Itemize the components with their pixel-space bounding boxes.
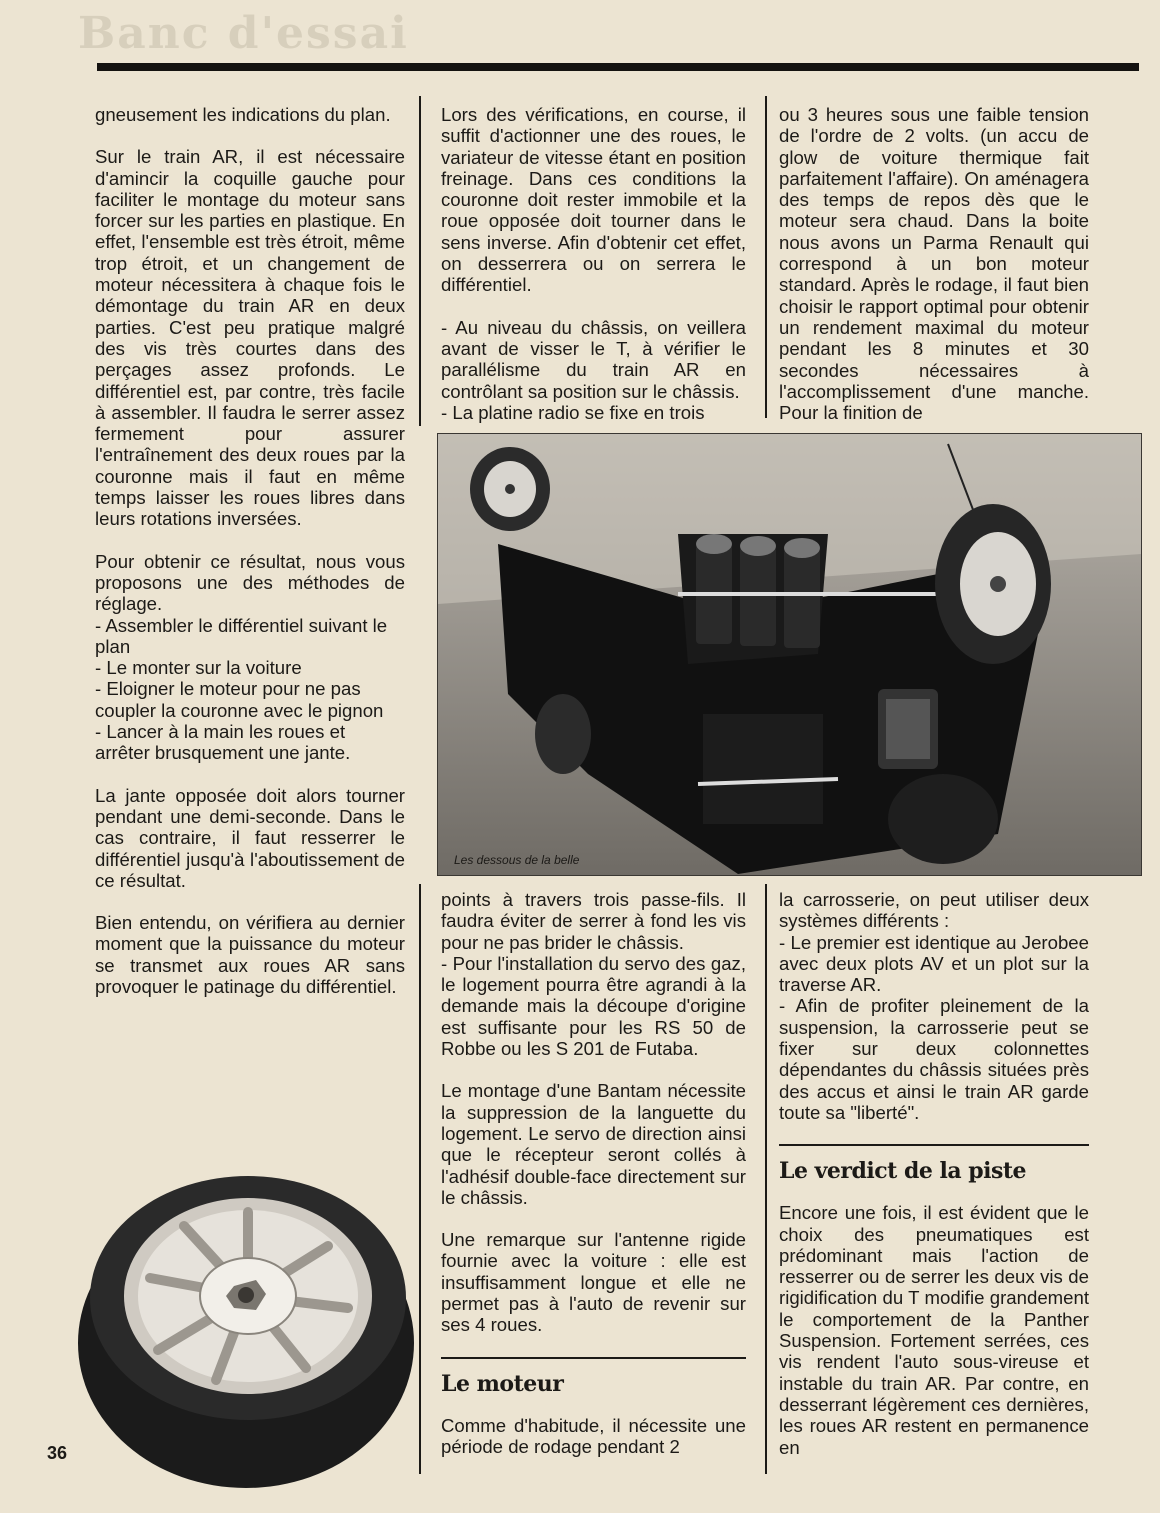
col1-paragraph-4: La jante opposée doit alors tourner pendant une demi-seconde. Dans le cas contraire, il faut resserrer le différentiel jusqu'à l'aboutissement de ce résultat. xyxy=(95,784,405,891)
photo-caption: Les dessous de la belle xyxy=(454,853,580,867)
section-heading-verdict: Le verdict de la piste xyxy=(779,1158,1027,1185)
col3-paragraph-1: ou 3 heures sous une faible tension de l'ordre de 2 volts. (un accu de glow de voiture thermique fait parfaitement l'affaire). On aménagera des temps de repos dès que le moteur sera chaud. Dans la boite nous avons un Parma Renault qui correspond à un bon moteur standard. Après le rodage, il faut bien choisir le rapport optimal pour obtenir un rendement maximal du moteur pendant les 8 minutes et 30 secondes nécessaires à l'accomplissement d'une manche. Pour la finition de xyxy=(779,104,1089,424)
col1-paragraph-2: Sur le train AR, il est nécessaire d'amincir la coquille gauche pour faciliter le montage du moteur sans forcer sur les parties en plastique. En effet, l'ensemble est très étroit, même trop étroit, et un changement de moteur nécessitera à chaque fois le démontage du train AR en deux parties. C'est peu pratique malgré des vis très courtes dans des perçages assez profonds. Le différentiel est, par contre, très facile à assembler. Il faudra le serrer assez fermement pour assurer l'entraînement des deux roues par la couronne mais il faut en même temps laisser les roues libres dans leurs rotations inversées. xyxy=(95,146,405,530)
section-rule-moteur xyxy=(441,1357,746,1359)
col2b-paragraph-1: points à travers trois passe-fils. Il faudra éviter de serrer à fond les vis pour ne pas brider le châssis. xyxy=(441,889,746,953)
col2b-paragraph-5: Comme d'habitude, il nécessite une période de rodage pendant 2 xyxy=(441,1414,746,1457)
chassis-illustration xyxy=(438,434,1141,875)
wheel-illustration xyxy=(66,1128,414,1488)
col2-paragraph-1: Lors des vérifications, en course, il suffit d'actionner une des roues, le variateur de vitesse étant en position freinage. Dans ces conditions la couronne doit rester immobile et la roue opposée doit tourner dans le sens inverse. Afin d'obtenir cet effet, on desserrera ou on serrera le différentiel. xyxy=(441,104,746,296)
top-rule xyxy=(97,63,1139,71)
col1-step-1: - Assembler le différentiel suivant le plan xyxy=(95,614,388,657)
column-rule-3 xyxy=(419,884,421,1474)
col3b-paragraph-1: la carrosserie, on peut utiliser deux systèmes différents : xyxy=(779,889,1089,932)
column-3-bottom xyxy=(779,889,1089,1458)
column-2-top xyxy=(441,104,746,423)
col3b-paragraph-4: Encore une fois, il est évident que le choix des pneumatiques est prédominant mais l'action de resserrer ou de serrer les deux vis de rigidification du T modifie grandement le comportement de la Panther Suspension. Fortement serrées, ces vis rendent l'auto sous-vireuse et instable du train AR. Par contre, en desserrant légèrement ces dernières, les roues AR restent en permanence en xyxy=(779,1202,1089,1458)
col2b-paragraph-4: Une remarque sur l'antenne rigide fournie avec la voiture : elle est insuffisamment longue et elle ne permet pas à l'auto de revenir sur ses 4 roues. xyxy=(441,1229,746,1336)
col1-step-3: - Eloigner le moteur pour ne pas coupler la couronne avec le pignon xyxy=(95,678,384,721)
col2b-paragraph-3: Le montage d'une Bantam nécessite la suppression de la languette du logement. Le servo de direction ainsi que le récepteur seront collés à l'adhésif double-face directement sur le châssis. xyxy=(441,1080,746,1208)
col3b-paragraph-3: - Afin de profiter pleinement de la suspension, la carrosserie peut se fixer sur deux colonnettes dépendantes du châssis situées près des accus et ainsi le train AR garde toute sa "liberté". xyxy=(779,995,1089,1123)
col1-paragraph-3: Pour obtenir ce résultat, nous vous proposons une des méthodes de réglage. xyxy=(95,550,405,615)
column-rule-2 xyxy=(765,96,767,418)
chassis-photo xyxy=(437,433,1142,876)
col1-paragraph-5: Bien entendu, on vérifiera au dernier moment que la puissance du moteur se transmet aux roues AR sans provoquer le patinage du différentiel. xyxy=(95,912,405,997)
col2-paragraph-3: - La platine radio se fixe en trois xyxy=(441,401,705,423)
column-3-top xyxy=(779,104,1089,423)
col1-step-2: - Le monter sur la voiture xyxy=(95,657,302,679)
section-header-ghost: Banc d'essai xyxy=(78,8,409,59)
col1-paragraph-1: gneusement les indications du plan. xyxy=(95,104,391,125)
col1-steps xyxy=(95,615,405,764)
column-2-bottom xyxy=(441,889,746,1457)
col3b-paragraph-2: - Le premier est identique au Jerobee avec deux plots AV et un plot sur la traverse AR. xyxy=(779,931,1089,996)
section-heading-moteur: Le moteur xyxy=(441,1370,564,1397)
col2-paragraph-2: - Au niveau du châssis, on veillera avant de visser le T, à vérifier le parallélisme du train AR en contrôlant sa position sur le châssis. xyxy=(441,316,746,402)
wheel-photo xyxy=(66,1128,414,1488)
column-1 xyxy=(95,104,405,1018)
page-number: 36 xyxy=(47,1443,68,1463)
col1-step-4: - Lancer à la main les roues et arrêter brusquement une jante. xyxy=(95,721,351,764)
col2b-paragraph-2: - Pour l'installation du servo des gaz, le logement pourra être agrandi à la demande mais la découpe d'origine est suffisante pour les RS 50 de Robbe ou les S 201 de Futaba. xyxy=(441,952,746,1060)
section-rule-verdict xyxy=(779,1144,1089,1146)
column-rule-1 xyxy=(419,96,421,426)
column-rule-4 xyxy=(765,884,767,1474)
